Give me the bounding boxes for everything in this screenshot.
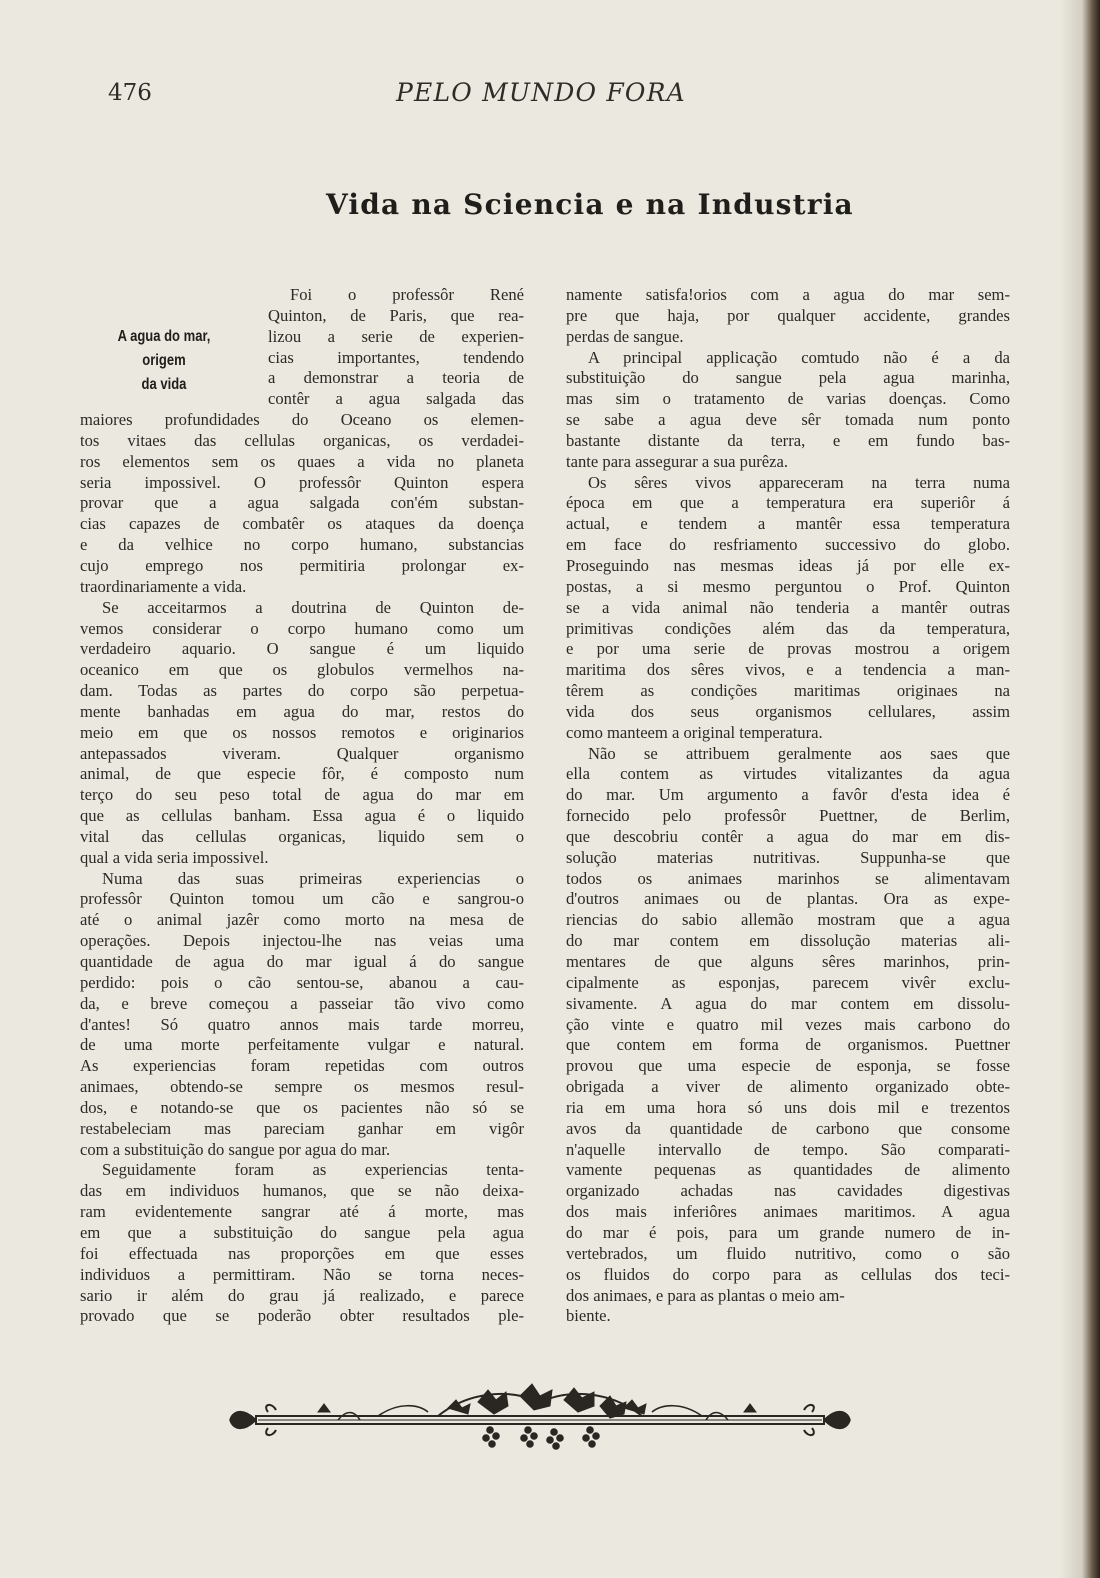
text-line: provar que a agua salgada con'ém substan- [80,493,524,513]
vine-and-grapes-tailpiece-icon [228,1382,852,1462]
text-line: dos animaes, e para as plantas o meio am- [566,1285,845,1305]
text-line: se sabe a agua deve sêr tomada num ponto [566,410,1010,430]
text-line: mas sim o tratamento de varias doenças. Como [566,389,1010,409]
text-line: individuos a permittiram. Não se torna neces- [80,1264,524,1284]
text-line: do mar contem em dissolução materias ali- [566,931,1010,951]
text-line: meio em que os nossos remotos e originarios [80,722,524,742]
text-line: e da velhice no corpo humano, substancias [80,535,524,555]
text-line: Os sêres vivos appareceram na terra numa [588,472,1010,492]
text-line: vamente pequenas as quantidades de alimento [566,1160,1010,1180]
text-line: qual a vida seria impossivel. [80,847,269,867]
text-line: verdadeiro aquario. O sangue é um liquido [80,639,524,659]
text-line: biente. [566,1306,611,1326]
text-line: cipalmente as esponjas, parecem vivêr exclu- [566,972,1010,992]
text-line: d'antes! Só quatro annos mais tarde morreu, [80,1014,524,1034]
text-line: Seguidamente foram as experiencias tenta- [102,1160,524,1180]
text-line: do mar. Um argumento a favôr d'esta idea é [566,785,1010,805]
text-line: ros elementos sem os quaes a vida no planeta [80,451,524,471]
text-line: lizou a serie de experien- [268,326,524,346]
text-line: ria em uma hora só uns dois mil e trezentos [566,1097,1010,1117]
text-line: Proseguindo nas mesmas ideas já por elle ex- [566,555,1010,575]
text-line: que as cellulas banham. Essa agua é o liquido [80,806,524,826]
text-line: dos mais inferiôres animaes maritimos. A agua [566,1202,1010,1222]
text-line: mente banhadas em agua do mar, restos do [80,701,524,721]
text-line: ram evidentemente sangrar até á morte, mas [80,1202,524,1222]
text-line: vertebrados, um fluido nutritivo, como o são [566,1243,1010,1263]
text-line: cias importantes, tendendo [268,347,524,367]
running-title: PELO MUNDO FORA [396,78,686,107]
text-line: d'outros animaes ou de plantas. Ora as expe- [566,889,1010,909]
text-line: vital das cellulas organicas, liquido sem o [80,826,524,846]
text-line: sario ir além do grau já realizado, e parece [80,1285,524,1305]
text-line: operações. Depois injectou-lhe nas veias uma [80,931,524,951]
text-line: quantidade de agua do mar igual á do sangue [80,952,524,971]
text-line: vemos considerar o corpo humano como um [80,618,524,638]
text-line: Quinton, de Paris, que rea- [268,305,524,325]
text-line: em face do resfriamento successivo do globo. [566,535,1010,555]
text-line: maritima dos sêres vivos, e a tendencia a man- [566,660,1010,680]
text-line: riencias do sabio allemão mostram que a agua [566,910,1010,930]
text-line: As experiencias foram repetidas com outros [80,1056,524,1076]
right-text-column [566,285,1010,1327]
text-line: n'aquelle intervallo de tempo. São comparati- [566,1139,1010,1159]
text-line: das em individuos humanos, que se não deixa- [80,1181,524,1201]
text-line: Não se attribuem geralmente aos saes que [588,743,1010,763]
text-line: que descobriu contêr a agua do mar em dis- [566,826,1010,846]
text-line: animal, de que especie fôr, é composto num [80,764,524,784]
left-text-column [80,285,524,1327]
text-line: mentares de que alguns sêres marinhos, prin- [566,952,1010,971]
text-line: perdas de sangue. [566,326,684,346]
marginal-heading-line: da vida [141,376,187,393]
text-line: do mar é pois, para um grande numero de in- [566,1222,1010,1242]
text-line: obrigada a viver de alimento organizado obte- [566,1077,1010,1097]
page-number: 476 [108,80,152,106]
text-line: têrem as condições maritimas originaes na [566,681,1010,701]
text-line: provou que uma especie de esponja, se fosse [566,1056,1010,1076]
text-line: vida dos seus organismos cellulares, assim [566,701,1010,721]
text-line: avos da quantidade de carbono que consome [566,1118,1010,1138]
text-line: oceanico em que os globulos vermelhos na- [80,660,524,680]
text-line: pre que haja, por qualquer accidente, grandes [566,305,1010,325]
text-line: ção vinte e quatro mil vezes mais carbono do [566,1014,1010,1034]
text-line: contêr a agua salgada das [268,389,524,409]
text-line: ella contem as virtudes vitalizantes da agua [566,764,1010,784]
text-line: provado que se poderão obter resultados ple- [80,1306,524,1326]
text-line: dam. Todas as partes do corpo são perpetua- [80,681,524,701]
text-line: de uma morte perfeitamente vulgar e natural. [80,1035,524,1055]
text-line: Foi o professôr René [290,285,524,304]
text-line: Se acceitarmos a doutrina de Quinton de- [102,597,524,617]
text-line: solução materias nutritivas. Suppunha-se que [566,847,1010,867]
article-title: Vida na Sciencia e na Industria [326,188,854,221]
text-line: sivamente. A agua do mar contem em dissolu- [566,993,1010,1013]
text-line: da, e breve começou a passeiar tão vivo como [80,993,524,1013]
text-line: todos os animaes marinhos se alimentavam [566,868,1010,888]
text-line: foi effectuada nas proporções em que esses [80,1243,524,1263]
text-line: traordinariamente a vida. [80,576,247,596]
text-line: tos vitaes das cellulas organicas, os verdadei- [80,430,524,450]
text-line: e por uma serie de provas mostrou a origem [566,639,1010,659]
page-edge-shadow [1060,0,1100,1578]
text-line: substituição do sangue pela agua marinha, [566,368,1010,388]
text-line: como manteem a original temperatura. [566,722,823,742]
text-line: a demonstrar a teoria de [268,368,524,388]
marginal-heading-line: A agua do mar, origem [117,328,211,369]
text-line: cias capazes de combatêr os ataques da doença [80,514,524,534]
text-line: antepassados viveram. Qualquer organismo [80,743,524,763]
text-line: animaes, obtendo-se sempre os mesmos resul- [80,1077,524,1097]
text-line: época em que a temperatura era superiôr á [566,493,1010,513]
text-line: até o animal jazêr como morto na mesa de [80,910,524,930]
text-line: terço do seu peso total de agua do mar em [80,785,524,805]
text-line: postas, a si mesmo perguntou o Prof. Quinton [566,576,1010,596]
text-line: fornecido pelo professôr Puettner, de Berlim, [566,806,1010,826]
text-line: dos, e notando-se que os pacientes não só se [80,1097,524,1117]
text-line: primitivas condições além das da temperatura, [566,618,1010,638]
text-line: tante para assegurar a sua purêza. [566,451,789,471]
text-line: os fluidos do corpo para as cellulas dos teci- [566,1264,1010,1284]
text-line: bastante distante da terra, e em fundo bas- [566,430,1010,450]
text-line: professôr Quinton tomou um cão e sangrou-o [80,889,524,909]
text-line: com a substituição do sangue por agua do mar. [80,1139,391,1159]
text-line: restabeleciam mas pareciam ganhar em vigôr [80,1118,524,1138]
text-line: organizado achadas nas cavidades digestivas [566,1181,1010,1201]
text-line: maiores profundidades do Oceano os elemen- [80,410,524,430]
text-line: em que a substituição do sangue pela agua [80,1222,524,1242]
text-line: cujo emprego nos permitiria prolongar ex- [80,555,524,575]
text-line: se a vida animal não tenderia a mantêr outras [566,597,1010,617]
text-line: A principal applicação comtudo não é a da [588,347,1010,367]
text-line: Numa das suas primeiras experiencias o [102,868,524,888]
text-line: perdido: pois o cão sentou-se, abanou a cau- [80,972,524,992]
text-line: que contem em forma de organismos. Puettner [566,1035,1010,1055]
text-line: actual, e tendem a mantêr essa temperatura [566,514,1010,534]
text-line: seria impossivel. O professôr Quinton espera [80,472,524,492]
text-line: namente satisfa!orios com a agua do mar sem- [566,285,1010,304]
